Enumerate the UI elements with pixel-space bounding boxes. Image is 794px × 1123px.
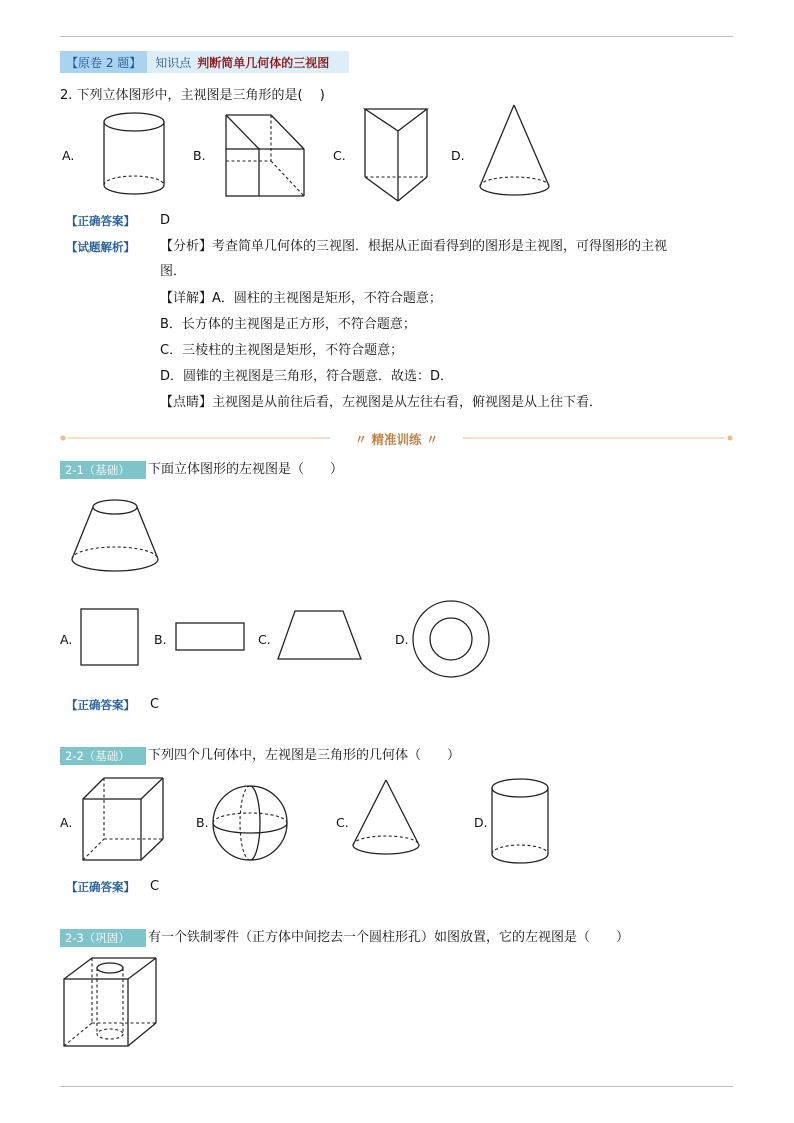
problem-2-2-stem: 下列四个几何体中，左视图是三角形的几何体（ ） [148, 748, 461, 763]
answer-label: 【正确答案】 [66, 880, 135, 894]
cone-icon [352, 779, 422, 859]
analysis-line: D．圆锥的主视图是三角形，符合题意．故选：D． [160, 369, 454, 384]
answer-label: 【正确答案】 [66, 698, 135, 712]
annulus-icon [412, 600, 492, 680]
q2-option-a-label: A. [62, 148, 75, 163]
analysis-line: 【分析】考查简单几何体的三视图．根据从正面看得到的图形是主视图，可得图形的主视 [160, 239, 668, 254]
knowledge-label: 知识点 [155, 55, 192, 70]
p21-option-a-label: A. [60, 632, 73, 647]
p21-option-d-label: D. [395, 632, 409, 647]
p22-option-d-label: D. [474, 815, 488, 830]
section-divider [60, 430, 733, 446]
trapezoid-icon [277, 610, 363, 662]
analysis-line: C．三棱柱的主视图是矩形，不符合题意； [160, 343, 404, 358]
cuboid-icon [225, 114, 307, 198]
problem-badge: 2-1（基础） [60, 461, 146, 479]
p22-option-a-label: A. [60, 815, 73, 830]
sphere-icon [212, 785, 290, 863]
knowledge-topic: 判断简单几何体的三视图 [197, 55, 330, 70]
analysis-line: 图． [160, 264, 187, 279]
cube-with-hole-icon [62, 956, 160, 1050]
frustum-icon [71, 497, 163, 577]
p22-option-b-label: B. [196, 815, 209, 830]
p22-option-c-label: C. [336, 815, 349, 830]
square-icon [80, 608, 140, 668]
cylinder-icon [490, 778, 552, 866]
question-source-tag [60, 51, 349, 73]
q2-answer: D [160, 213, 171, 228]
cube-icon [82, 777, 166, 863]
q2-option-c-label: C. [333, 148, 346, 163]
p21-option-c-label: C. [258, 632, 271, 647]
top-rule [60, 36, 733, 37]
problem-2-3-stem: 有一个铁制零件（正方体中间挖去一个圆柱形孔）如图放置，它的左视图是（ ） [148, 930, 630, 945]
answer-label: 【正确答案】 [66, 214, 135, 228]
cone-icon [479, 104, 551, 204]
problem-badge: 2-3（巩固） [60, 929, 146, 947]
q2-option-b-label: B. [193, 148, 206, 163]
bottom-rule [60, 1086, 733, 1087]
question-2-stem: 2. 下列立体图形中，主视图是三角形的是( ) [60, 88, 325, 103]
q2-option-d-label: D. [451, 148, 465, 163]
analysis-line: 【详解】A．圆柱的主视图是矩形，不符合题意； [160, 291, 442, 306]
cylinder-icon [103, 112, 167, 196]
rectangle-icon [175, 622, 247, 652]
problem-2-1-stem: 下面立体图形的左视图是（ ） [148, 462, 344, 477]
p21-answer: C [150, 697, 160, 712]
problem-badge: 2-2（基础） [60, 747, 146, 765]
source-tag: 【原卷 2 题】 [60, 51, 147, 73]
p21-option-b-label: B. [154, 632, 167, 647]
section-title: 〃 精准训练 〃 [354, 432, 439, 447]
analysis-label: 【试题解析】 [66, 240, 135, 254]
triangular-prism-icon [362, 107, 430, 203]
analysis-line: B．长方体的主视图是正方形，不符合题意； [160, 317, 416, 332]
analysis-line: 【点睛】主视图是从前往后看，左视图是从左往右看，俯视图是从上往下看． [160, 395, 603, 410]
knowledge-point [147, 51, 349, 73]
p22-answer: C [150, 879, 160, 894]
